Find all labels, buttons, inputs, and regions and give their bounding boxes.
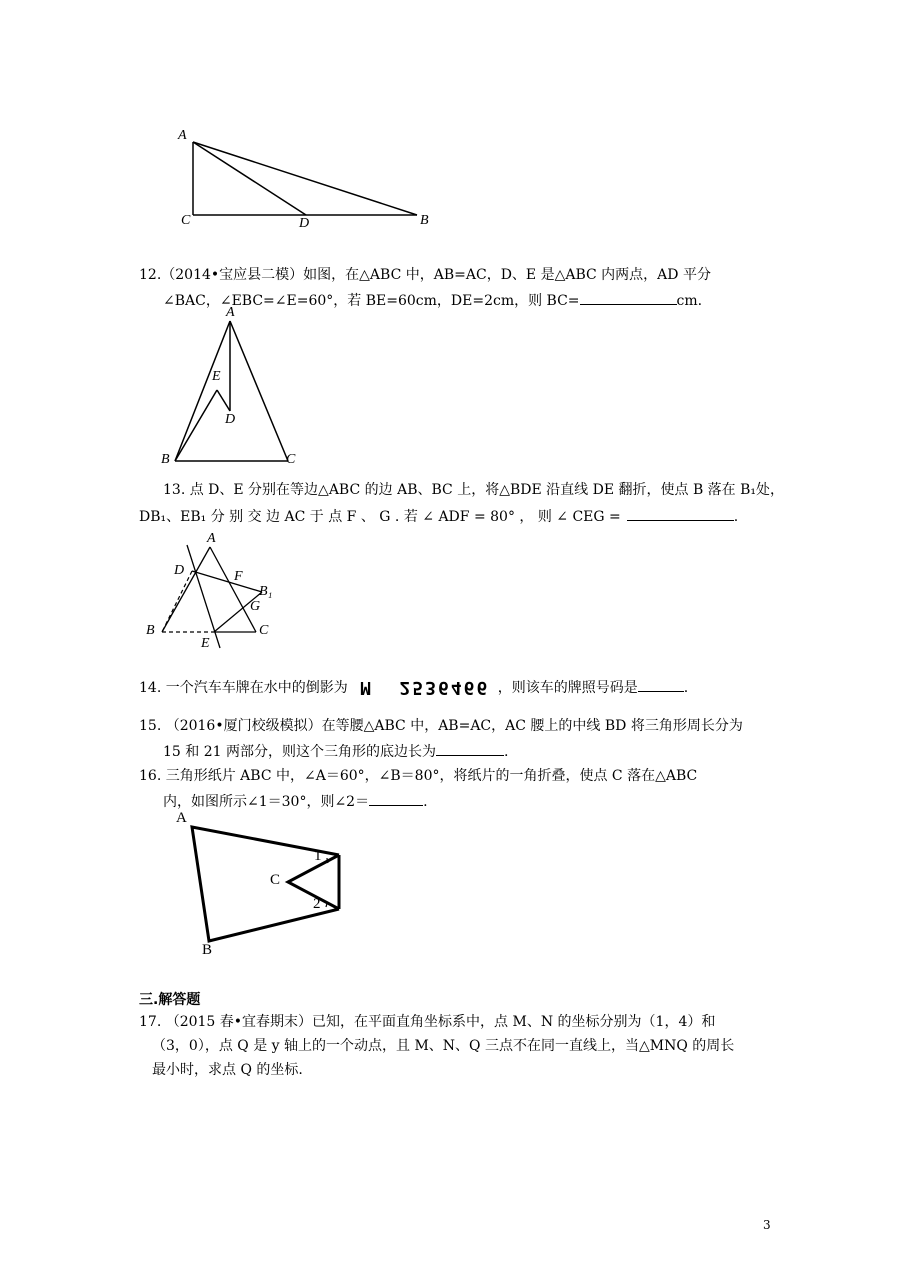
label-angle-1: 1	[314, 848, 322, 864]
section-title: 三.解答题	[139, 992, 201, 1008]
q12-line1: 12.（2014•宝应县二模）如图，在△ABC 中，AB=AC，D、E 是△ABC 内两点，AD 平分	[139, 267, 711, 283]
label-a: A	[207, 531, 216, 546]
label-b: B	[202, 942, 213, 958]
label-angle-2: 2	[313, 896, 321, 912]
label-c: C	[286, 452, 296, 467]
q12-text-pre: ∠BAC，∠EBC=∠E=60°，若 BE=60cm，DE=2cm，则 BC=	[163, 293, 580, 309]
q17-line2: （3，0），点 Q 是 y 轴上的一个动点，且 M、N、Q 三点不在同一直线上，当△MNQ 的周长	[152, 1038, 735, 1054]
q12-answer-blank[interactable]	[580, 290, 677, 305]
label-d: D	[299, 216, 310, 231]
label-c: C	[181, 213, 191, 228]
label-a: A	[178, 128, 187, 143]
label-e: E	[201, 636, 210, 651]
reflected-plate-letter: M	[360, 677, 374, 698]
q15-text-post: .	[503, 744, 509, 760]
q14-text-pre: 14. 一个汽车车牌在水中的倒影为	[139, 680, 348, 696]
q12-line2	[163, 290, 702, 311]
q17-line1: 17. （2015 春•宜春期末）已知，在平面直角坐标系中，点 M、N 的坐标分别为（1，4）和	[139, 1014, 716, 1030]
label-c: C	[270, 872, 281, 888]
q13-text-post: .	[733, 509, 739, 525]
page-number: 3	[763, 1218, 771, 1232]
q15-line1: 15. （2016•厦门校级模拟）在等腰△ABC 中，AB=AC，AC 腰上的中线 BD 将三角形周长分为	[139, 718, 743, 734]
label-f: F	[234, 569, 243, 584]
label-d: D	[225, 412, 236, 427]
q14-text-end: .	[683, 680, 689, 696]
q15-answer-blank[interactable]	[436, 741, 504, 756]
q15-line2	[163, 741, 508, 762]
label-d: D	[174, 563, 185, 578]
label-b: B	[161, 452, 170, 467]
label-a: A	[226, 305, 235, 320]
label-b: B	[146, 623, 155, 638]
q14-text-post: ，则该车的牌照号码是	[497, 680, 638, 696]
q14-answer-blank[interactable]	[638, 677, 684, 692]
q16-line2	[163, 791, 428, 812]
triangle-acb	[193, 142, 417, 215]
label-g: G	[250, 599, 261, 614]
reflected-plate-number: 2536466	[399, 677, 490, 698]
q15-text-pre: 15 和 21 两部分，则这个三角形的底边长为	[163, 744, 436, 760]
label-e: E	[212, 369, 221, 384]
q14-line	[139, 677, 688, 698]
q13-line1: 13. 点 D、E 分别在等边△ABC 的边 AB、BC 上，将△BDE 沿直线 DE 翻折，使点 B 落在 B₁处，	[163, 482, 785, 498]
q16-line1: 16. 三角形纸片 ABC 中，∠A＝60°，∠B＝80°，将纸片的一角折叠，使点 C 落在△ABC	[139, 768, 698, 784]
q17-line3: 最小时，求点 Q 的坐标.	[152, 1062, 303, 1078]
q13-answer-blank[interactable]	[627, 506, 734, 521]
q16-text-pre: 内，如图所示∠1＝30°，则∠2＝	[163, 794, 370, 810]
q13-text-pre: DB₁、EB₁ 分 别 交 边 AC 于 点 F 、 G . 若 ∠ ADF = 80° ， 则 ∠ CEG =	[139, 509, 621, 525]
q16-answer-blank[interactable]	[369, 791, 423, 806]
q16-text-post: .	[423, 794, 428, 810]
q13-line2	[139, 506, 738, 527]
label-c: C	[259, 623, 269, 638]
label-b1: B₁	[259, 584, 273, 599]
q12-text-post: cm.	[676, 293, 703, 309]
label-a: A	[176, 810, 187, 826]
label-b: B	[420, 213, 429, 228]
